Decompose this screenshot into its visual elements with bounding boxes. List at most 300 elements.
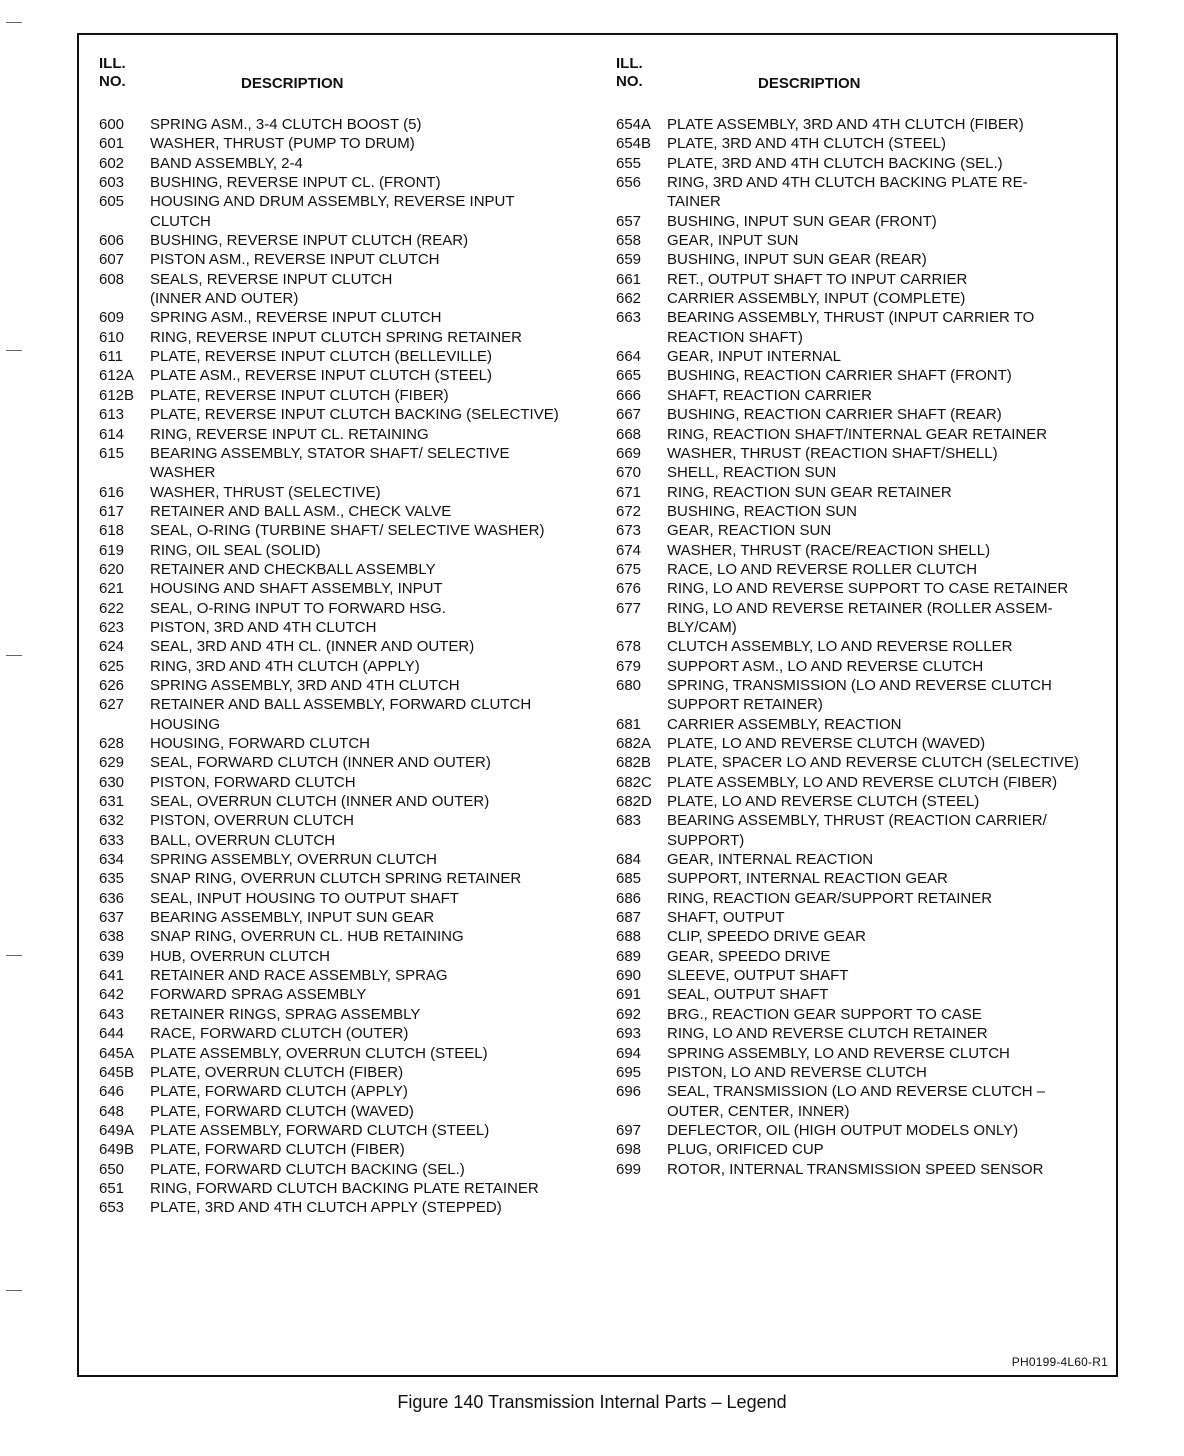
legend-row	[616, 792, 1116, 811]
legend-row	[99, 289, 599, 308]
part-number: 692	[616, 1005, 642, 1023]
part-description: SNAP RING, OVERRUN CL. HUB RETAINING	[150, 928, 464, 946]
part-description: SUPPORT ASM., LO AND REVERSE CLUTCH	[667, 657, 984, 675]
part-description: SPRING ASSEMBLY, 3RD AND 4TH CLUTCH	[150, 676, 460, 694]
part-description: RING, LO AND REVERSE RETAINER (ROLLER ASSEM-	[667, 599, 1053, 617]
legend-row	[616, 386, 1116, 405]
part-number: 610	[99, 328, 125, 346]
part-description: PLATE, FORWARD CLUTCH (FIBER)	[150, 1141, 405, 1159]
part-description: WASHER, THRUST (PUMP TO DRUM)	[150, 135, 415, 153]
part-number: 654B	[616, 135, 652, 153]
part-description: RING, REVERSE INPUT CLUTCH SPRING RETAINER	[150, 328, 522, 346]
part-description: WASHER, THRUST (RACE/REACTION SHELL)	[667, 541, 991, 559]
legend-row	[616, 618, 1116, 637]
part-description: BUSHING, REACTION CARRIER SHAFT (FRONT)	[667, 367, 1012, 385]
part-number: 699	[616, 1160, 642, 1178]
part-number: 675	[616, 560, 642, 578]
part-description: TAINER	[667, 193, 721, 211]
part-description: FORWARD SPRAG ASSEMBLY	[150, 986, 367, 1004]
part-number: 619	[99, 541, 125, 559]
part-number: 633	[99, 831, 125, 849]
part-number: 687	[616, 909, 642, 927]
legend-row	[616, 1082, 1116, 1101]
part-description: CARRIER ASSEMBLY, INPUT (COMPLETE)	[667, 290, 966, 308]
no-label: NO.	[616, 73, 643, 90]
legend-row	[616, 657, 1116, 676]
part-description: PLATE, 3RD AND 4TH CLUTCH BACKING (SEL.)	[667, 154, 1003, 172]
part-description: CLUTCH	[150, 212, 211, 230]
part-description: PLATE, 3RD AND 4TH CLUTCH APPLY (STEPPED)	[150, 1199, 502, 1217]
part-number: 673	[616, 522, 642, 540]
margin-mark	[6, 350, 22, 351]
part-description: PLATE ASSEMBLY, OVERRUN CLUTCH (STEEL)	[150, 1044, 488, 1062]
part-description: SHAFT, OUTPUT	[667, 909, 785, 927]
part-description: SEAL, TRANSMISSION (LO AND REVERSE CLUTCH –	[667, 1083, 1046, 1101]
part-description: PLATE, FORWARD CLUTCH (WAVED)	[150, 1102, 414, 1120]
part-number: 603	[99, 174, 125, 192]
ill-no-header	[616, 55, 643, 91]
margin-mark	[6, 22, 22, 23]
part-description: PLATE ASSEMBLY, LO AND REVERSE CLUTCH (FIBER)	[667, 773, 1058, 791]
legend-row	[99, 541, 599, 560]
part-description: BEARING ASSEMBLY, INPUT SUN GEAR	[150, 909, 435, 927]
legend-row	[99, 966, 599, 985]
legend-row	[616, 444, 1116, 463]
part-description: RING, LO AND REVERSE SUPPORT TO CASE RETAINER	[667, 580, 1069, 598]
legend-row	[616, 947, 1116, 966]
legend-row	[616, 115, 1116, 134]
part-description: WASHER	[150, 464, 216, 482]
legend-row	[616, 889, 1116, 908]
legend-row	[616, 134, 1116, 153]
legend-list-right	[616, 115, 1116, 1179]
part-description: PLATE, OVERRUN CLUTCH (FIBER)	[150, 1063, 404, 1081]
legend-row	[616, 1063, 1116, 1082]
part-number: 664	[616, 348, 642, 366]
part-number: 615	[99, 444, 125, 462]
part-description: PLATE, LO AND REVERSE CLUTCH (STEEL)	[667, 793, 980, 811]
legend-row	[616, 541, 1116, 560]
part-number	[616, 831, 667, 850]
legend-row	[99, 212, 599, 231]
part-number: 691	[616, 986, 642, 1004]
part-description: PLATE ASSEMBLY, 3RD AND 4TH CLUTCH (FIBER)	[667, 116, 1024, 133]
part-description: OUTER, CENTER, INNER)	[667, 1102, 850, 1120]
part-description: SPRING ASM., 3-4 CLUTCH BOOST (5)	[150, 116, 422, 133]
part-description: (INNER AND OUTER)	[150, 290, 299, 308]
part-number: 668	[616, 425, 642, 443]
part-description: SHAFT, REACTION CARRIER	[667, 386, 873, 404]
part-description: SUPPORT)	[667, 831, 745, 849]
part-description: RING, 3RD AND 4TH CLUTCH BACKING PLATE RE-	[667, 174, 1028, 192]
description-header: DESCRIPTION	[758, 75, 861, 92]
legend-row	[99, 618, 599, 637]
part-number: 623	[99, 618, 125, 636]
legend-row	[616, 154, 1116, 173]
part-description: SEAL, INPUT HOUSING TO OUTPUT SHAFT	[150, 889, 459, 907]
part-number: 626	[99, 676, 125, 694]
part-number: 612B	[99, 386, 135, 404]
part-number: 682A	[616, 735, 652, 752]
part-description: RING, REACTION GEAR/SUPPORT RETAINER	[667, 889, 993, 907]
legend-row	[99, 192, 599, 211]
part-description: PLATE, REVERSE INPUT CLUTCH (FIBER)	[150, 386, 449, 404]
legend-row	[99, 869, 599, 888]
margin-mark	[6, 655, 22, 656]
part-number: 674	[616, 541, 642, 559]
part-description: RING, FORWARD CLUTCH BACKING PLATE RETAINER	[150, 1179, 539, 1197]
legend-row	[99, 715, 599, 734]
legend-row	[616, 308, 1116, 327]
legend-row	[616, 192, 1116, 211]
part-description: HUB, OVERRUN CLUTCH	[150, 947, 331, 965]
part-number: 607	[99, 251, 125, 269]
part-description: SPRING ASSEMBLY, OVERRUN CLUTCH	[150, 851, 438, 869]
legend-row	[99, 908, 599, 927]
part-description: PISTON, FORWARD CLUTCH	[150, 773, 356, 791]
part-description: RACE, LO AND REVERSE ROLLER CLUTCH	[667, 560, 978, 578]
part-description: RETAINER AND CHECKBALL ASSEMBLY	[150, 560, 436, 578]
part-number: 631	[99, 793, 125, 811]
part-number: 609	[99, 309, 125, 327]
legend-row	[616, 405, 1116, 424]
part-description: GEAR, SPEEDO DRIVE	[667, 947, 831, 965]
legend-row	[616, 328, 1116, 347]
legend-row	[616, 347, 1116, 366]
legend-row	[99, 637, 599, 656]
legend-row	[99, 444, 599, 463]
part-number: 694	[616, 1044, 642, 1062]
part-number: 663	[616, 309, 642, 327]
ill-label: ILL.	[99, 55, 126, 72]
part-description: RETAINER AND BALL ASM., CHECK VALVE	[150, 502, 452, 520]
part-description: BUSHING, INPUT SUN GEAR (FRONT)	[667, 212, 937, 230]
part-description: SEALS, REVERSE INPUT CLUTCH	[150, 270, 393, 288]
part-number: 682B	[616, 754, 652, 772]
legend-row	[99, 831, 599, 850]
part-number: 637	[99, 909, 125, 927]
part-description: PLATE, REVERSE INPUT CLUTCH (BELLEVILLE)	[150, 348, 493, 366]
part-number: 661	[616, 270, 642, 288]
part-description: BEARING ASSEMBLY, THRUST (INPUT CARRIER TO	[667, 309, 1035, 327]
part-description: RET., OUTPUT SHAFT TO INPUT CARRIER	[667, 270, 968, 288]
part-description: DEFLECTOR, OIL (HIGH OUTPUT MODELS ONLY)	[667, 1121, 1019, 1139]
legend-row	[99, 985, 599, 1004]
column-header	[616, 53, 1116, 115]
legend-row	[616, 173, 1116, 192]
legend-row	[616, 773, 1116, 792]
part-description: SUPPORT RETAINER)	[667, 696, 823, 714]
legend-row	[99, 502, 599, 521]
legend-row	[99, 1160, 599, 1179]
legend-row	[616, 695, 1116, 714]
part-number: 632	[99, 812, 125, 830]
part-number: 618	[99, 522, 125, 540]
part-description: RING, REACTION SHAFT/INTERNAL GEAR RETAINER	[667, 425, 1048, 443]
part-number: 667	[616, 406, 642, 424]
legend-row	[99, 1082, 599, 1101]
part-number: 629	[99, 754, 125, 772]
part-description: PISTON ASM., REVERSE INPUT CLUTCH	[150, 251, 440, 269]
part-number: 643	[99, 1005, 125, 1023]
part-number: 684	[616, 851, 642, 869]
part-number: 658	[616, 232, 642, 250]
part-number: 677	[616, 599, 642, 617]
legend-row	[616, 734, 1116, 753]
legend-row	[99, 734, 599, 753]
part-description: BEARING ASSEMBLY, THRUST (REACTION CARRIER/	[667, 812, 1047, 830]
part-description: PLATE ASSEMBLY, FORWARD CLUTCH (STEEL)	[150, 1121, 490, 1139]
part-number	[616, 618, 667, 637]
part-number: 646	[99, 1083, 125, 1101]
legend-row	[99, 173, 599, 192]
part-number: 656	[616, 174, 642, 192]
part-number: 659	[616, 251, 642, 269]
legend-column-right	[616, 53, 1116, 1179]
legend-row	[616, 599, 1116, 618]
part-description: RETAINER AND RACE ASSEMBLY, SPRAG	[150, 967, 448, 985]
part-description: RING, LO AND REVERSE CLUTCH RETAINER	[667, 1025, 988, 1043]
legend-row	[99, 386, 599, 405]
column-header	[99, 53, 599, 115]
part-description: CARRIER ASSEMBLY, REACTION	[667, 715, 902, 733]
part-description: SPRING ASSEMBLY, LO AND REVERSE CLUTCH	[667, 1044, 1010, 1062]
part-number	[616, 695, 667, 714]
part-description: PLUG, ORIFICED CUP	[667, 1141, 824, 1159]
legend-row	[99, 811, 599, 830]
legend-row	[616, 212, 1116, 231]
part-number: 639	[99, 947, 125, 965]
part-description: PLATE ASM., REVERSE INPUT CLUTCH (STEEL)	[150, 367, 493, 385]
legend-row	[99, 308, 599, 327]
part-number: 693	[616, 1025, 642, 1043]
part-number: 683	[616, 812, 642, 830]
part-number: 669	[616, 444, 642, 462]
part-number: 696	[616, 1083, 642, 1101]
legend-row	[99, 850, 599, 869]
legend-row	[99, 328, 599, 347]
part-number: 625	[99, 657, 125, 675]
part-number: 624	[99, 638, 125, 656]
part-number: 650	[99, 1160, 125, 1178]
legend-row	[99, 657, 599, 676]
part-number	[616, 1102, 667, 1121]
legend-column-left	[99, 53, 599, 1218]
part-number: 649B	[99, 1141, 135, 1159]
part-description: BUSHING, REACTION CARRIER SHAFT (REAR)	[667, 406, 1002, 424]
legend-row	[99, 231, 599, 250]
part-number: 698	[616, 1141, 642, 1159]
legend-row	[616, 579, 1116, 598]
legend-row	[99, 1198, 599, 1217]
part-description: WASHER, THRUST (SELECTIVE)	[150, 483, 381, 501]
part-number: 680	[616, 676, 642, 694]
legend-row	[99, 599, 599, 618]
part-number	[616, 328, 667, 347]
part-number: 622	[99, 599, 125, 617]
part-description: BALL, OVERRUN CLUTCH	[150, 831, 336, 849]
part-description: SEAL, OUTPUT SHAFT	[667, 986, 829, 1004]
legend-row	[99, 753, 599, 772]
part-number: 666	[616, 386, 642, 404]
part-description: SEAL, O-RING (TURBINE SHAFT/ SELECTIVE WASHER)	[150, 522, 545, 540]
legend-row	[99, 792, 599, 811]
part-description: REACTION SHAFT)	[667, 328, 803, 346]
part-description: PLATE, FORWARD CLUTCH (APPLY)	[150, 1083, 408, 1101]
part-number	[99, 289, 150, 308]
part-number: 689	[616, 947, 642, 965]
legend-frame	[77, 33, 1118, 1377]
legend-row	[616, 270, 1116, 289]
legend-row	[616, 521, 1116, 540]
part-number: 601	[99, 135, 125, 153]
part-number: 682C	[616, 773, 652, 791]
part-number: 697	[616, 1121, 642, 1139]
part-number: 621	[99, 580, 125, 598]
part-number: 672	[616, 502, 642, 520]
legend-row	[99, 1005, 599, 1024]
legend-row	[616, 927, 1116, 946]
legend-row	[616, 869, 1116, 888]
part-description: PISTON, OVERRUN CLUTCH	[150, 812, 354, 830]
part-description: RETAINER AND BALL ASSEMBLY, FORWARD CLUTCH	[150, 696, 532, 714]
part-number: 611	[99, 348, 123, 366]
part-number: 634	[99, 851, 125, 869]
part-description: BLY/CAM)	[667, 618, 737, 636]
legend-row	[99, 134, 599, 153]
part-number: 682D	[616, 793, 652, 811]
part-description: SEAL, FORWARD CLUTCH (INNER AND OUTER)	[150, 754, 491, 772]
legend-row	[99, 1179, 599, 1198]
part-number: 645A	[99, 1044, 135, 1062]
part-description: BRG., REACTION GEAR SUPPORT TO CASE	[667, 1005, 982, 1023]
part-description: RING, REVERSE INPUT CL. RETAINING	[150, 425, 429, 443]
legend-row	[99, 483, 599, 502]
part-number: 695	[616, 1063, 642, 1081]
part-description: GEAR, INPUT INTERNAL	[667, 348, 841, 366]
part-description: PLATE, 3RD AND 4TH CLUTCH (STEEL)	[667, 135, 946, 153]
part-description: PLATE, REVERSE INPUT CLUTCH BACKING (SELECTIVE)	[150, 406, 559, 424]
part-description: SPRING ASM., REVERSE INPUT CLUTCH	[150, 309, 442, 327]
part-number: 638	[99, 928, 125, 946]
legend-row	[616, 463, 1116, 482]
part-number: 605	[99, 193, 125, 211]
part-number: 613	[99, 406, 125, 424]
legend-row	[616, 811, 1116, 830]
legend-row	[99, 425, 599, 444]
part-number: 676	[616, 580, 642, 598]
part-number: 617	[99, 502, 125, 520]
part-description: SNAP RING, OVERRUN CLUTCH SPRING RETAINER	[150, 870, 522, 888]
ill-no-header	[99, 55, 126, 91]
part-description: HOUSING, FORWARD CLUTCH	[150, 735, 371, 752]
margin-mark	[6, 955, 22, 956]
part-description: SEAL, 3RD AND 4TH CL. (INNER AND OUTER)	[150, 638, 475, 656]
figure-reference-code: PH0199-4L60-R1	[1011, 1355, 1108, 1369]
part-number: 602	[99, 154, 125, 172]
legend-row	[99, 695, 599, 714]
legend-row	[99, 366, 599, 385]
figure-caption: Figure 140 Transmission Internal Parts – Legend	[397, 1392, 787, 1412]
part-description: PISTON, 3RD AND 4TH CLUTCH	[150, 618, 377, 636]
legend-row	[99, 463, 599, 482]
part-number: 642	[99, 986, 125, 1004]
part-number: 679	[616, 657, 642, 675]
legend-row	[99, 521, 599, 540]
legend-row	[616, 1024, 1116, 1043]
part-number: 648	[99, 1102, 125, 1120]
legend-row	[616, 1160, 1116, 1179]
legend-row	[616, 1044, 1116, 1063]
part-description: HOUSING AND SHAFT ASSEMBLY, INPUT	[150, 580, 443, 598]
legend-row	[616, 715, 1116, 734]
legend-row	[616, 231, 1116, 250]
part-description: RING, OIL SEAL (SOLID)	[150, 541, 321, 559]
part-number: 641	[99, 967, 125, 985]
part-number: 670	[616, 464, 642, 482]
description-header: DESCRIPTION	[241, 75, 344, 92]
part-description: PLATE, FORWARD CLUTCH BACKING (SEL.)	[150, 1160, 465, 1178]
legend-row	[99, 1063, 599, 1082]
margin-mark	[6, 1290, 22, 1291]
part-number: 653	[99, 1199, 125, 1217]
part-number	[99, 212, 150, 231]
part-description: PLATE, LO AND REVERSE CLUTCH (WAVED)	[667, 735, 986, 752]
part-number: 616	[99, 483, 125, 501]
part-description: SPRING, TRANSMISSION (LO AND REVERSE CLUTCH	[667, 676, 1052, 694]
legend-row	[99, 1102, 599, 1121]
part-description: HOUSING AND DRUM ASSEMBLY, REVERSE INPUT	[150, 193, 515, 211]
part-number	[99, 715, 150, 734]
legend-row	[616, 966, 1116, 985]
part-description: SEAL, O-RING INPUT TO FORWARD HSG.	[150, 599, 446, 617]
part-number: 627	[99, 696, 125, 714]
part-description: RACE, FORWARD CLUTCH (OUTER)	[150, 1025, 409, 1043]
legend-row	[616, 850, 1116, 869]
legend-row	[616, 502, 1116, 521]
legend-row	[99, 676, 599, 695]
part-number: 608	[99, 270, 125, 288]
part-description: HOUSING	[150, 715, 221, 733]
legend-row	[616, 831, 1116, 850]
legend-row	[616, 250, 1116, 269]
legend-row	[99, 1044, 599, 1063]
part-number: 620	[99, 560, 125, 578]
part-number: 630	[99, 773, 125, 791]
part-description: CLUTCH ASSEMBLY, LO AND REVERSE ROLLER	[667, 638, 1013, 656]
part-number: 678	[616, 638, 642, 656]
part-number	[616, 192, 667, 211]
part-description: SUPPORT, INTERNAL REACTION GEAR	[667, 870, 948, 888]
part-description: RING, 3RD AND 4TH CLUTCH (APPLY)	[150, 657, 420, 675]
part-description: BAND ASSEMBLY, 2-4	[150, 154, 303, 172]
legend-row	[616, 560, 1116, 579]
no-label: NO.	[99, 73, 126, 90]
legend-row	[616, 676, 1116, 695]
part-description: CLIP, SPEEDO DRIVE GEAR	[667, 928, 866, 946]
part-description: SLEEVE, OUTPUT SHAFT	[667, 967, 849, 985]
part-number: 628	[99, 735, 125, 752]
part-number: 690	[616, 967, 642, 985]
legend-row	[99, 773, 599, 792]
part-number: 685	[616, 870, 642, 888]
legend-row	[616, 1121, 1116, 1140]
part-description: ROTOR, INTERNAL TRANSMISSION SPEED SENSOR	[667, 1160, 1044, 1178]
part-number: 612A	[99, 367, 135, 385]
legend-row	[99, 579, 599, 598]
part-description: WASHER, THRUST (REACTION SHAFT/SHELL)	[667, 444, 998, 462]
legend-row	[616, 366, 1116, 385]
